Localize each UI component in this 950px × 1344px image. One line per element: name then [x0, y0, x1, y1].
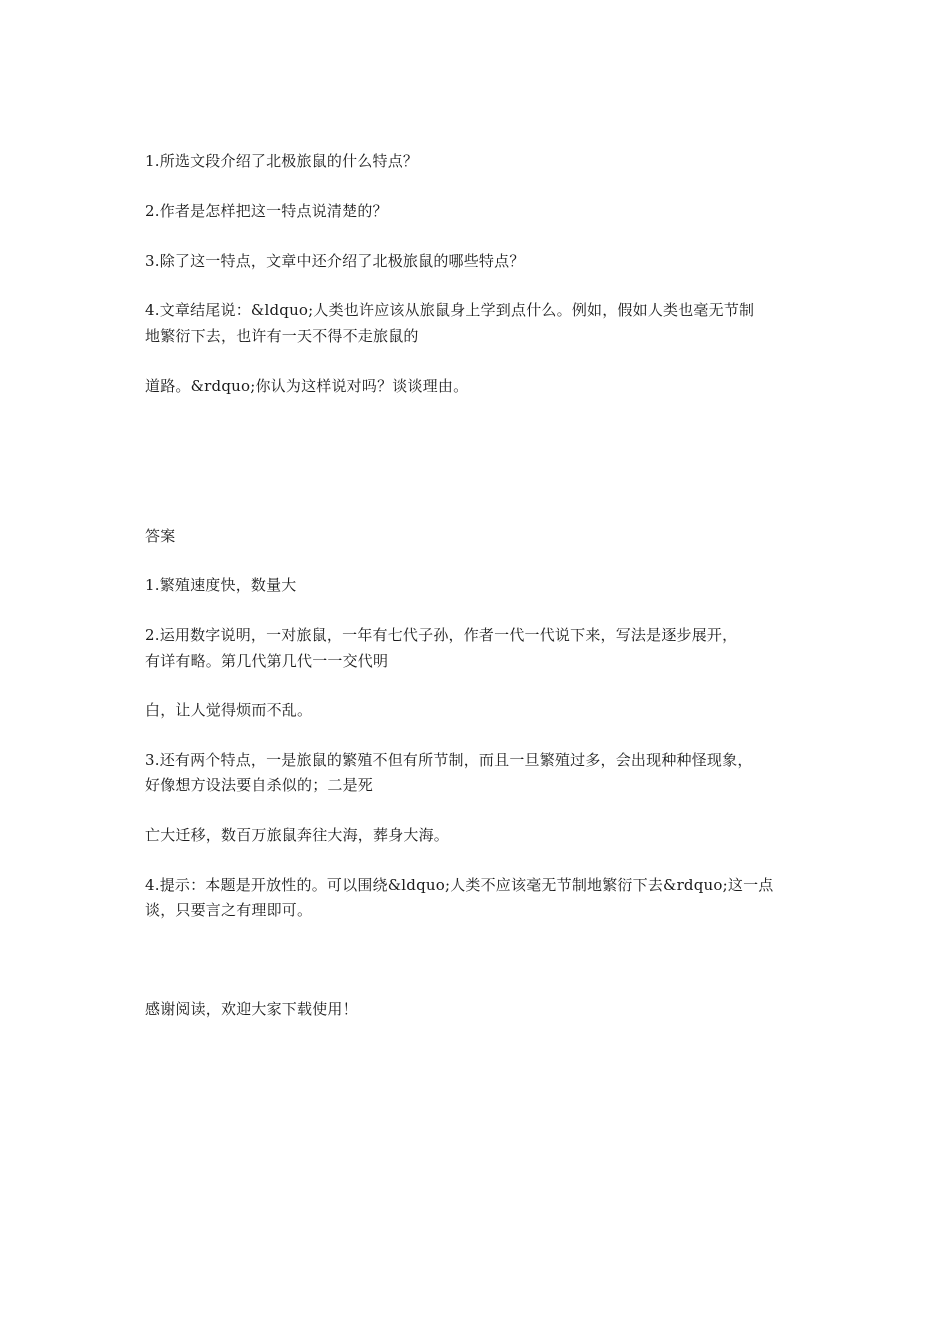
- question-2: 2.作者是怎样把这一特点说清楚的？: [145, 202, 388, 220]
- question-4-line-1: 4.文章结尾说：&ldquo;人类也许应该从旅鼠身上学到点什么。例如，假如人类也毫无节制: [145, 301, 755, 319]
- answer-2-line-1: 2.运用数字说明，一对旅鼠，一年有七代子孙，作者一代一代说下来，写法是逐步展开，: [145, 626, 738, 644]
- answer-2-line-2: 有详有略。第几代第几代一一交代明: [145, 652, 389, 670]
- question-3: 3.除了这一特点，文章中还介绍了北极旅鼠的哪些特点？: [145, 252, 525, 270]
- question-4-line-2: 地繁衍下去，也许有一天不得不走旅鼠的: [145, 327, 419, 345]
- answer-4-line-1: 4.提示：本题是开放性的。可以围绕&ldquo;人类不应该毫无节制地繁衍下去&rdquo;这一点: [145, 876, 774, 894]
- answer-3-line-3: 亡大迁移，数百万旅鼠奔往大海，葬身大海。: [145, 826, 450, 844]
- answer-3-line-1: 3.还有两个特点，一是旅鼠的繁殖不但有所节制，而且一旦繁殖过多，会出现种种怪现象，: [145, 751, 753, 769]
- answers-heading: 答案: [145, 527, 176, 545]
- closing-text: 感谢阅读，欢迎大家下载使用！: [145, 1000, 358, 1018]
- question-4-line-3: 道路。&rdquo;你认为这样说对吗？谈谈理由。: [145, 377, 469, 395]
- answer-1: 1.繁殖速度快，数量大: [145, 576, 297, 594]
- answer-3-line-2: 好像想方设法要自杀似的；二是死: [145, 776, 374, 794]
- answer-4-line-2: 谈，只要言之有理即可。: [145, 901, 313, 919]
- answer-2-line-3: 白，让人觉得烦而不乱。: [145, 701, 313, 719]
- question-1: 1.所选文段介绍了北极旅鼠的什么特点？: [145, 152, 419, 170]
